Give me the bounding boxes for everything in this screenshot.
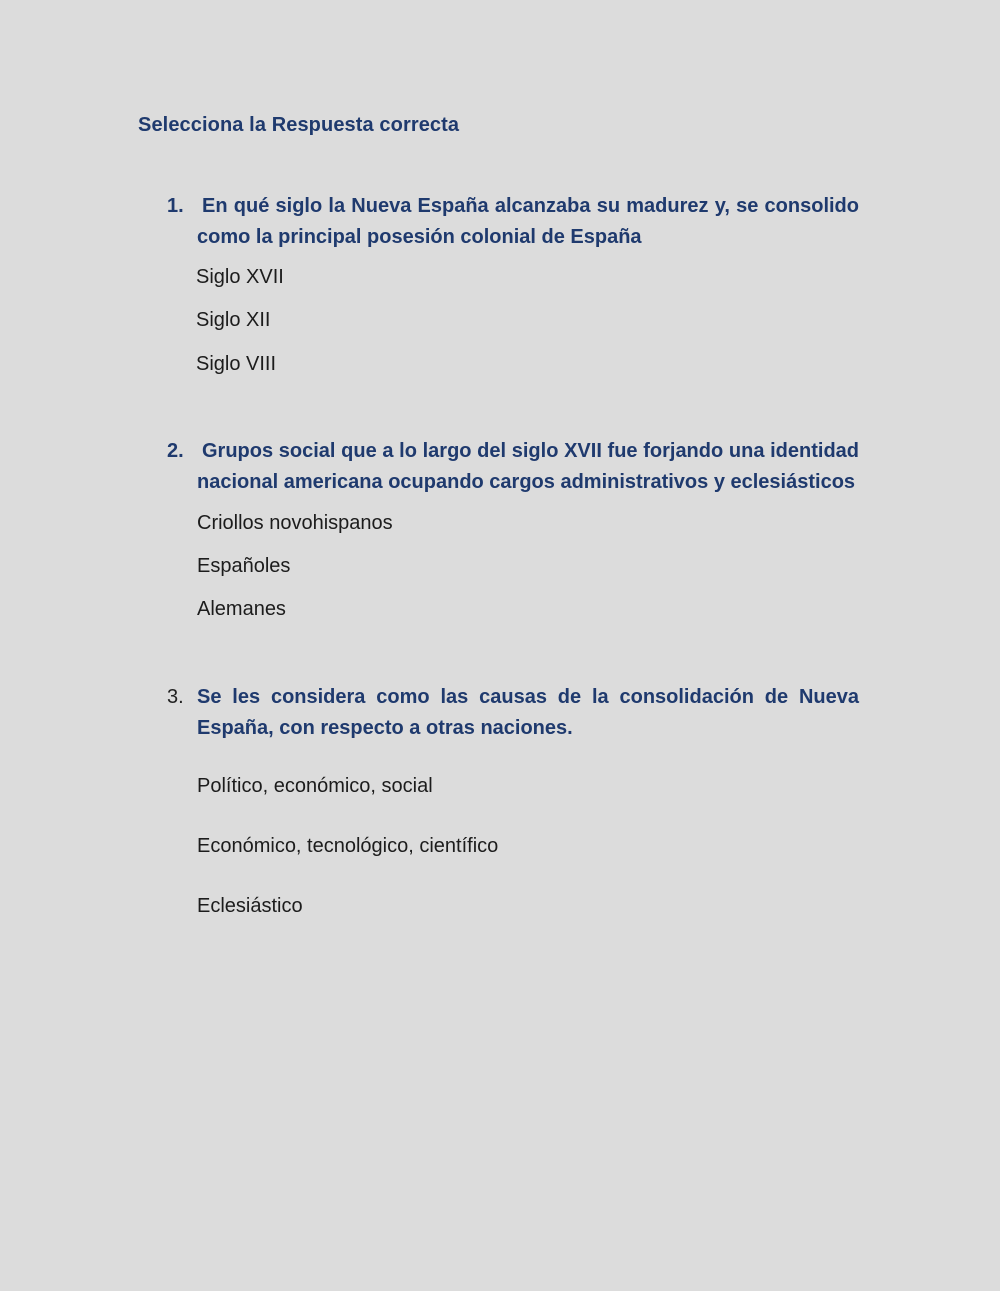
- answer-option[interactable]: Político, económico, social: [197, 775, 433, 797]
- question-text: Grupos social que a lo largo del siglo XVII fue forjando una identidad nacional americana ocupando cargos administrativos y eclesiásticos: [197, 440, 859, 493]
- question-2: [167, 436, 859, 498]
- answer-option[interactable]: Siglo VIII: [196, 353, 277, 375]
- answer-option[interactable]: Siglo XVII: [196, 266, 284, 288]
- answer-option[interactable]: Criollos novohispanos: [197, 512, 393, 534]
- question-3: [167, 682, 859, 744]
- question-text: En qué siglo la Nueva España alcanzaba su madurez y, se consolido como la principal posesión colonial de España: [197, 195, 859, 248]
- answer-option[interactable]: Alemanes: [197, 598, 286, 620]
- answer-option[interactable]: Económico, tecnológico, científico: [197, 835, 499, 857]
- question-text: Se les considera como las causas de la consolidación de Nueva España, con respecto a otras naciones.: [197, 686, 859, 739]
- answer-option[interactable]: Españoles: [197, 555, 291, 577]
- question-number: 1.: [167, 195, 184, 217]
- question-1: [167, 191, 859, 253]
- answer-option[interactable]: Eclesiástico: [197, 895, 303, 917]
- question-number: 2.: [167, 440, 184, 462]
- answer-option[interactable]: Siglo XII: [196, 309, 271, 331]
- question-number: 3.: [167, 686, 184, 708]
- instruction-heading: Selecciona la Respuesta correcta: [138, 114, 460, 136]
